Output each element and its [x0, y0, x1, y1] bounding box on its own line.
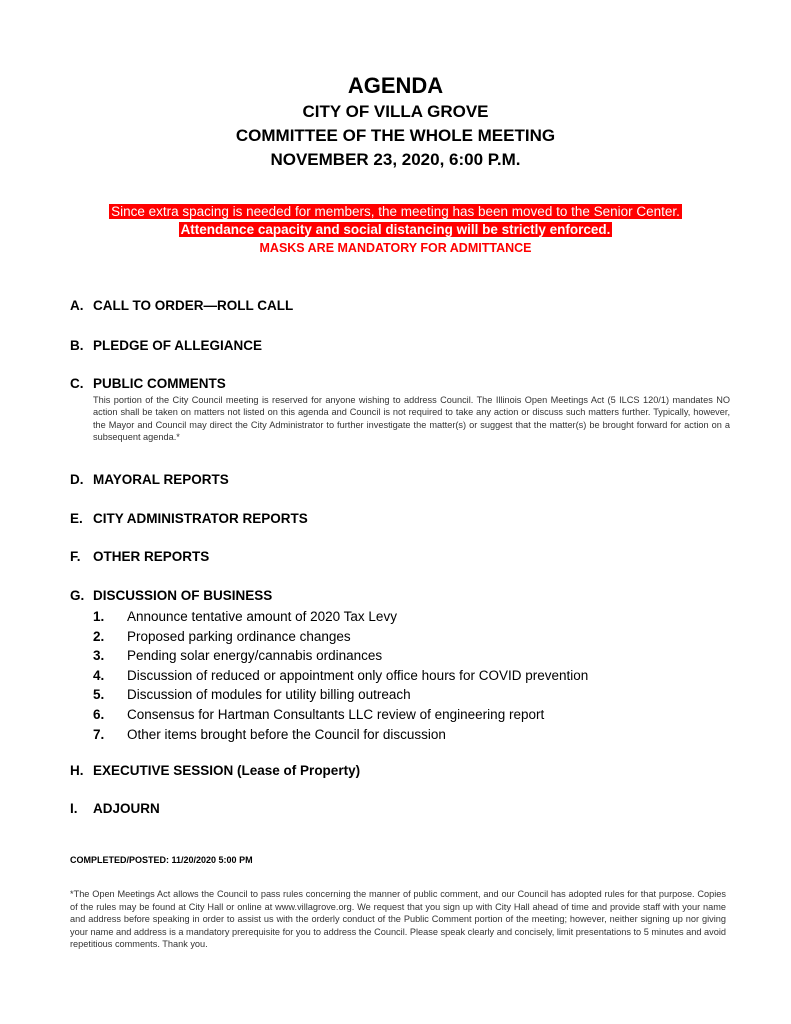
- list-item: 7. Other items brought before the Council for discussion: [93, 726, 446, 742]
- notice-masks: MASKS ARE MANDATORY FOR ADMITTANCE: [259, 241, 532, 255]
- item-letter: H.: [70, 763, 84, 778]
- completed-posted: COMPLETED/POSTED: 11/20/2020 5:00 PM: [70, 855, 253, 865]
- item-letter: D.: [70, 472, 84, 487]
- item-title: CALL TO ORDER—ROLL CALL: [93, 298, 294, 313]
- item-letter: B.: [70, 338, 84, 353]
- agenda-item-a: [70, 297, 730, 315]
- agenda-item-g: [70, 587, 730, 744]
- item-title: OTHER REPORTS: [93, 549, 210, 564]
- notice-venue-change: Since extra spacing is needed for members, the meeting has been moved to the Senior Center.: [111, 204, 680, 219]
- list-item: 3. Pending solar energy/cannabis ordinances: [93, 648, 383, 664]
- list-item: 6. Consensus for Hartman Consultants LLC review of engineering report: [93, 706, 545, 722]
- agenda-item-h: [70, 762, 730, 780]
- notice-capacity: Attendance capacity and social distancing will be strictly enforced.: [180, 222, 611, 237]
- agenda-item-b: [70, 337, 730, 355]
- item-title: EXECUTIVE SESSION (Lease of Property): [93, 763, 361, 778]
- item-title: PUBLIC COMMENTS: [93, 376, 226, 391]
- footnote: *The Open Meetings Act allows the Council to pass rules concerning the manner of public comment, and our Council has adopted rules for that purpose. Copies of the rules may be found at City Hall or online at www.villagrove.org. We request that you sign up with City Hall ahead of time and provide staff with your name and address before speaking in order to assist us with the orderly conduct of the Public Comment portion of the meeting; however, neither signing up nor giving your name and address is a mandatory prerequisite for you to address the Council. Please speak clearly and concisely, limit presentations to 5 minutes and avoid repetitious comments. Thank you.: [70, 889, 726, 950]
- meeting-date: NOVEMBER 23, 2020, 6:00 P.M.: [270, 150, 521, 169]
- agenda-item-f: [70, 548, 730, 566]
- meeting-name: COMMITTEE OF THE WHOLE MEETING: [235, 126, 556, 145]
- item-title: MAYORAL REPORTS: [93, 472, 229, 487]
- item-title: ADJOURN: [93, 801, 160, 816]
- agenda-item-e: [70, 510, 730, 528]
- list-item: 4. Discussion of reduced or appointment only office hours for COVID prevention: [93, 667, 589, 683]
- business-list: [93, 607, 730, 744]
- agenda-item-i: [70, 800, 730, 818]
- item-title: CITY ADMINISTRATOR REPORTS: [93, 511, 308, 526]
- city-name: CITY OF VILLA GROVE: [302, 102, 489, 121]
- item-letter: F.: [70, 549, 81, 564]
- agenda-title: AGENDA: [347, 73, 444, 98]
- item-letter: E.: [70, 511, 83, 526]
- public-comments-description: This portion of the City Council meeting is reserved for anyone wishing to address Council. The Illinois Open Meetings Act (5 ILCS 120/1) mandates NO action shall be taken on matters not listed on this agenda and Council is not required to take any action or discuss such matters further. Typically, however, the Mayor and Council may direct the City Administrator to further investigate the matter(s) or suggest that the matter(s) be brought forward for action on a subsequent agenda.*: [93, 395, 730, 443]
- agenda-header: [0, 72, 791, 172]
- item-title: PLEDGE OF ALLEGIANCE: [93, 338, 263, 353]
- list-item: 1. Announce tentative amount of 2020 Tax Levy: [93, 609, 397, 624]
- agenda-item-c: [70, 375, 730, 444]
- covid-notice: [0, 203, 791, 257]
- item-title: DISCUSSION OF BUSINESS: [93, 588, 273, 603]
- list-item: 2. Proposed parking ordinance changes: [93, 628, 351, 644]
- item-letter: A.: [70, 298, 84, 313]
- item-letter: C.: [70, 376, 84, 391]
- item-letter: I.: [70, 801, 78, 816]
- agenda-item-d: [70, 471, 730, 489]
- item-letter: G.: [70, 588, 85, 603]
- list-item: 5. Discussion of modules for utility billing outreach: [93, 687, 411, 703]
